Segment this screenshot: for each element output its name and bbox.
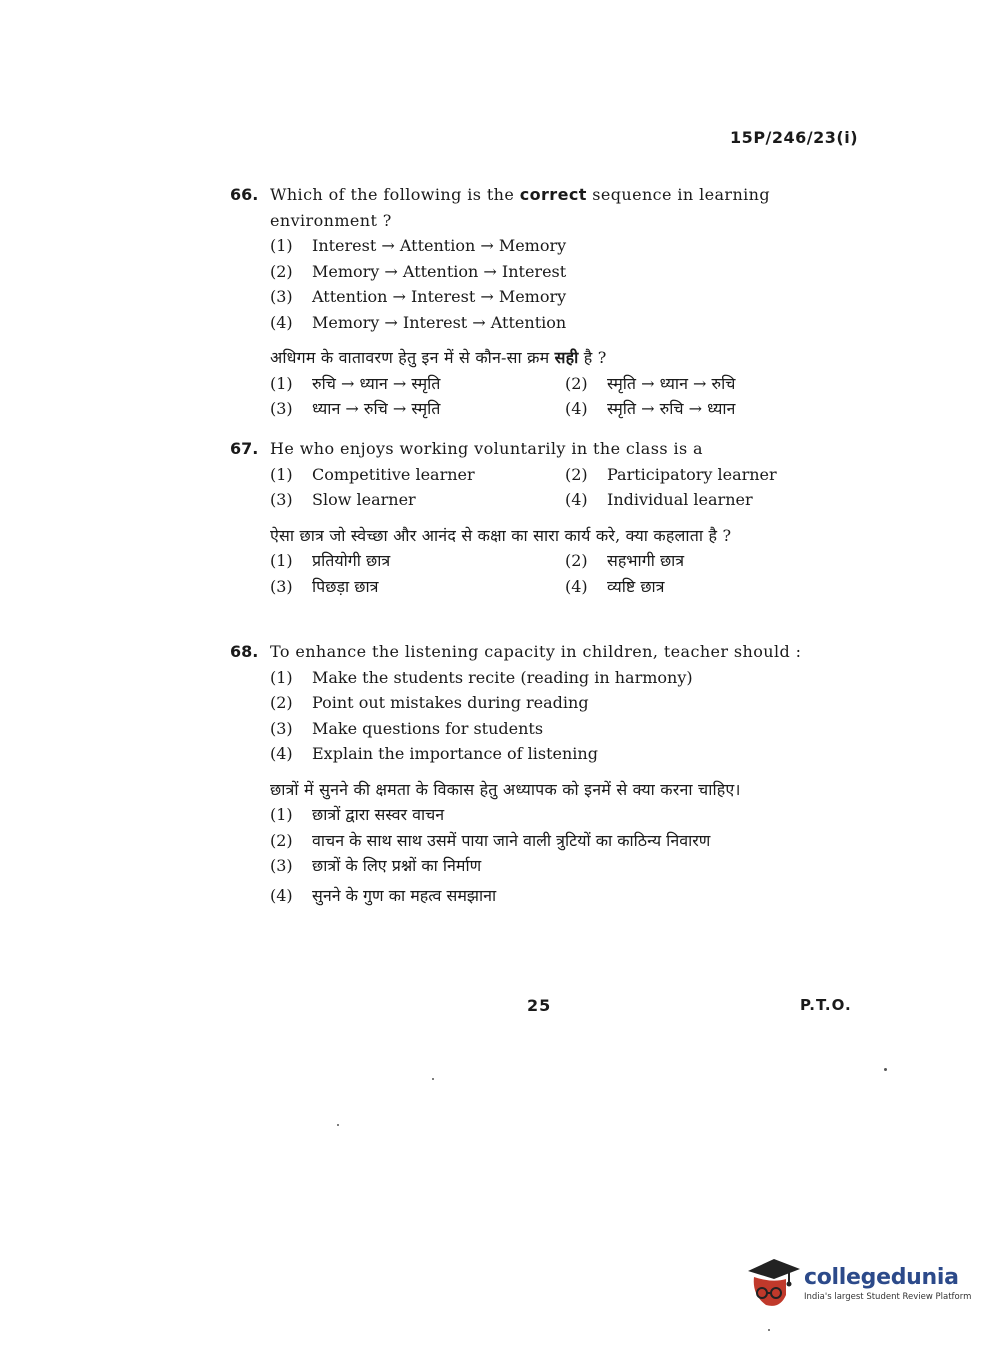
option: (3) Make questions for students xyxy=(270,718,544,738)
option: (1) Make the students recite (reading in harmony) xyxy=(270,667,693,687)
scan-speck xyxy=(768,1329,770,1331)
option: (1) Interest → Attention → Memory xyxy=(270,236,567,255)
scan-speck xyxy=(432,1078,434,1080)
options-english: (1) Competitive learner (2) Participatory learner (3) Slow learner (4) Individual learner xyxy=(270,464,777,509)
options-hindi-row: (1) प्रतियोगी छात्र (2) सहभागी छात्र xyxy=(270,551,685,570)
scan-speck xyxy=(884,1068,887,1071)
option: (1) छात्रों द्वारा सस्वर वाचन xyxy=(270,805,445,824)
question-text-hindi: ऐसा छात्र जो स्वेच्छा और आनंद से कक्षा का सारा कार्य करे, क्या कहलाता है ? (1) प्रतियोगी छात्र (2) सहभागी छात्र (3) पिछड़ा छात्र (4) व्यष्टि छात्र xyxy=(270,523,860,600)
pto-label: P.T.O. xyxy=(800,996,852,1014)
question-text-hindi: छात्रों में सुनने की क्षमता के विकास हेतु अध्यापक को इनमें से क्या करना चाहिए। (1) छात्रों द्वारा सस्वर वाचन (2) वाचन के साथ साथ उसमें पाया जाने वाली त्रुटियों का काठिन्य निवारण (3) छात्रों के लिए प्रश्नों का निर्माण (4) सुनने के गुण का महत्व समझाना xyxy=(270,777,860,909)
question-66 xyxy=(230,182,860,422)
option: (4) Memory → Interest → Attention xyxy=(270,312,567,332)
options-hindi-row: (1) रुचि → ध्यान → स्मृति (2) स्मृति → ध्यान → रुचि xyxy=(270,373,736,393)
collegedunia-watermark xyxy=(744,1252,974,1314)
brand-name: collegedunia xyxy=(804,1264,959,1290)
option: (2) वाचन के साथ साथ उसमें पाया जाने वाली त्रुटियों का काठिन्य निवारण xyxy=(270,830,711,850)
option: (4) Explain the importance of listening xyxy=(270,744,598,763)
question-number: 66. xyxy=(230,185,259,204)
question-text: Which of the following is the correct sequence in learning environment ? xyxy=(270,185,771,230)
option: (3) Attention → Interest → Memory xyxy=(270,287,567,306)
brand-tagline: India's largest Student Review Platform xyxy=(804,1291,972,1302)
question-text-hindi: अधिगम के वातावरण हेतु इन में से कौन-सा क्रम सही है ? (1) रुचि → ध्यान → स्मृति (2) स्मृति → ध्यान → रुचि (3) ध्यान → रुचि → स्मृति (4) स्मृति → रुचि → ध्यान xyxy=(270,345,860,422)
options-english xyxy=(270,665,860,767)
question-68 xyxy=(230,639,860,908)
question-number: 67. xyxy=(230,439,259,458)
question-text: To enhance the listening capacity in children, teacher should : xyxy=(270,642,802,661)
question-number: 68. xyxy=(230,642,259,661)
scan-speck xyxy=(337,1124,339,1126)
graduate-mascot-icon xyxy=(744,1255,800,1311)
options-english xyxy=(270,233,860,335)
question-text: He who enjoys working voluntarily in the class is a xyxy=(270,439,704,458)
option: (2) Memory → Attention → Interest xyxy=(270,261,567,281)
paper-code: 15P/246/23(i) xyxy=(730,128,858,147)
option: (4) सुनने के गुण का महत्व समझाना xyxy=(270,885,497,905)
option: (3) छात्रों के लिए प्रश्नों का निर्माण xyxy=(270,856,482,875)
options-hindi-row: (3) पिछड़ा छात्र (4) व्यष्टि छात्र xyxy=(270,576,665,596)
option: (2) Point out mistakes during reading xyxy=(270,693,589,712)
page-number: 25 xyxy=(527,996,552,1015)
options-hindi-row: (3) ध्यान → रुचि → स्मृति (4) स्मृति → रुचि → ध्यान xyxy=(270,399,736,418)
question-67 xyxy=(230,436,860,599)
